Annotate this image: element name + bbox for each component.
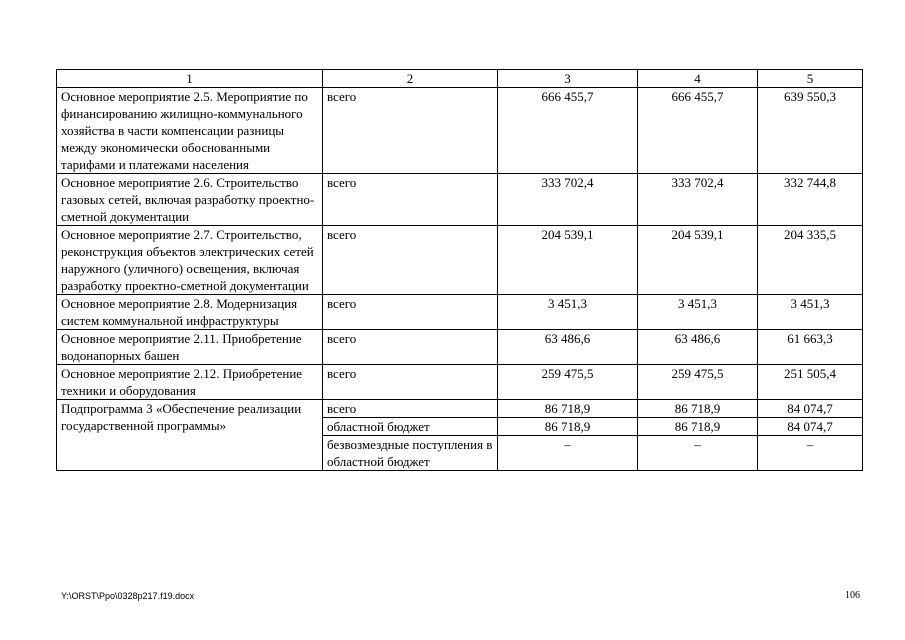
page-number: 106 xyxy=(845,590,860,601)
table-row xyxy=(57,400,863,418)
value-col5: 61 663,3 xyxy=(758,330,863,365)
activity-name: Основное мероприятие 2.8. Модернизация систем коммунальной инфраструктуры xyxy=(57,295,323,330)
column-header-3: 3 xyxy=(498,70,638,88)
table-row xyxy=(57,295,863,330)
subprogram-name: Подпрограмма 3 «Обеспечение реализации государственной программы» xyxy=(57,400,323,471)
activity-name: Основное мероприятие 2.12. Приобретение техники и оборудования xyxy=(57,365,323,400)
funding-source: безвозмездные поступления в областной бюджет xyxy=(323,436,498,471)
value-col5: 204 335,5 xyxy=(758,226,863,295)
budget-table xyxy=(56,69,863,471)
value-col4: 204 539,1 xyxy=(638,226,758,295)
column-header-4: 4 xyxy=(638,70,758,88)
value-col4: 333 702,4 xyxy=(638,174,758,226)
table-row xyxy=(57,226,863,295)
value-col4: 86 718,9 xyxy=(638,400,758,418)
value-col3: 86 718,9 xyxy=(498,400,638,418)
value-col4: 666 455,7 xyxy=(638,88,758,174)
value-col3: 333 702,4 xyxy=(498,174,638,226)
activity-name: Основное мероприятие 2.5. Мероприятие по финансированию жилищно-коммунального хозяйства в части компенсации разницы между экономически обоснованными тарифами и платежами населения xyxy=(57,88,323,174)
value-col4: 63 486,6 xyxy=(638,330,758,365)
value-col4: 86 718,9 xyxy=(638,418,758,436)
funding-source: всего xyxy=(323,330,498,365)
funding-source: всего xyxy=(323,365,498,400)
funding-source: всего xyxy=(323,226,498,295)
value-col3: 259 475,5 xyxy=(498,365,638,400)
value-col4: 3 451,3 xyxy=(638,295,758,330)
activity-name: Основное мероприятие 2.11. Приобретение водонапорных башен xyxy=(57,330,323,365)
column-header-5: 5 xyxy=(758,70,863,88)
table-row xyxy=(57,365,863,400)
value-col5: – xyxy=(758,436,863,471)
value-col5: 84 074,7 xyxy=(758,400,863,418)
column-header-2: 2 xyxy=(323,70,498,88)
table-row xyxy=(57,174,863,226)
value-col5: 639 550,3 xyxy=(758,88,863,174)
value-col4: 259 475,5 xyxy=(638,365,758,400)
value-col4: – xyxy=(638,436,758,471)
value-col3: 86 718,9 xyxy=(498,418,638,436)
column-header-1: 1 xyxy=(57,70,323,88)
value-col5: 332 744,8 xyxy=(758,174,863,226)
funding-source: всего xyxy=(323,295,498,330)
value-col3: 63 486,6 xyxy=(498,330,638,365)
value-col3: 204 539,1 xyxy=(498,226,638,295)
funding-source: всего xyxy=(323,174,498,226)
value-col5: 3 451,3 xyxy=(758,295,863,330)
table-row xyxy=(57,88,863,174)
activity-name: Основное мероприятие 2.7. Строительство, реконструкция объектов электрических сетей наружного (уличного) освещения, включая разработку проектно-сметной документации xyxy=(57,226,323,295)
value-col3: 3 451,3 xyxy=(498,295,638,330)
funding-source: всего xyxy=(323,88,498,174)
funding-source: всего xyxy=(323,400,498,418)
document-path: Y:\ORST\Ppo\0328p217.f19.docx xyxy=(61,591,195,601)
value-col3: – xyxy=(498,436,638,471)
value-col3: 666 455,7 xyxy=(498,88,638,174)
value-col5: 84 074,7 xyxy=(758,418,863,436)
activity-name: Основное мероприятие 2.6. Строительство газовых сетей, включая разработку проектно-сметной документации xyxy=(57,174,323,226)
table-header-row xyxy=(57,70,863,88)
funding-source: областной бюджет xyxy=(323,418,498,436)
table-row xyxy=(57,330,863,365)
value-col5: 251 505,4 xyxy=(758,365,863,400)
